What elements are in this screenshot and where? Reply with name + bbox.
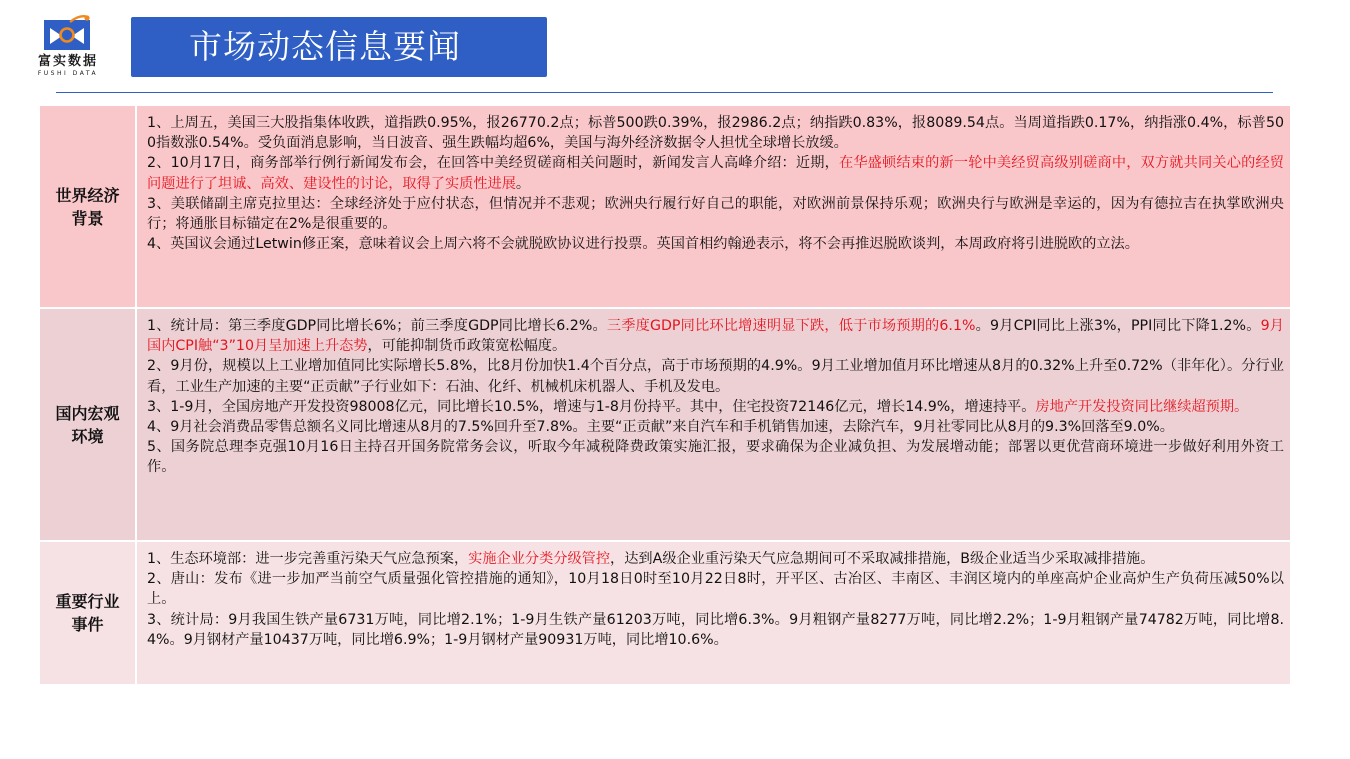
news-item [147,234,1284,254]
news-text: 2、唐山：发布《进一步加严当前空气质量强化管控措施的通知》，10月18日0时至10月22日8时，开平区、古冶区、丰南区、丰润区境内的单座高炉企业高炉生产负荷压减50%以上。 [147,571,1284,608]
news-text: ，可能抑制货币政策宽松幅度。 [367,338,567,355]
news-text: 3、1-9月，全国房地产开发投资98008亿元，同比增长10.5%，增速与1-8月份持平。其中，住宅投资72146亿元，增长14.9%，增速持平。 [147,398,1036,415]
news-table [40,106,1290,684]
news-item [147,356,1284,396]
news-item [147,437,1284,477]
news-item [147,569,1284,609]
news-item [147,316,1284,356]
title-banner [131,17,547,77]
page-title: 市场动态信息要闻 [189,27,461,66]
section-row-industry [40,542,1290,684]
news-text: 2、10月17日，商务部举行例行新闻发布会，在回答中美经贸磋商相关问题时，新闻发言人高峰介绍：近期， [147,155,839,172]
highlight-text: 9月国内CPI触“3”10月呈加速上升态势 [147,318,1284,355]
highlight-text: 三季度GDP同比环比增速明显下跌，低于市场预期的6.1% [606,318,976,334]
news-item [147,417,1284,437]
section-content [137,542,1290,684]
news-item [147,194,1284,234]
news-item [147,113,1284,153]
news-text: 。 [515,175,531,192]
section-label: 世界经济背景 [55,185,120,228]
news-item [147,610,1284,650]
news-text: ，达到A级企业重污染天气应急期间可不采取减排措施，B级企业适当少采取减排措施。 [610,551,1155,567]
news-text: 3、美联储副主席克拉里达：全球经济处于应付状态，但情况并不悲观；欧洲央行履行好自己的职能，对欧洲前景保持乐观；欧洲央行与欧洲是幸运的，因为有德拉吉在执掌欧洲央行；将通胀目标锚定在2%是很重要的。 [147,195,1284,233]
logo-name: 富实数据 [37,54,98,69]
section-label: 重要行业事件 [55,592,120,634]
fushi-logo-icon [42,14,92,52]
news-text: 。9月CPI同比上涨3%，PPI同比下降1.2%。 [975,318,1261,334]
news-text: 2、9月份，规模以上工业增加值同比实际增长5.8%，比8月份加快1.4个百分点，高于市场预期的4.9%。9月工业增加值月环比增速从8月的0.32%上升至0.72%（非年化）。分行业看，工业生产加速的主要“正贡献”子行业如下：石油、化纤、机械机床机器人、手机及发电。 [147,358,1284,395]
section-content [137,106,1290,307]
section-content [137,309,1290,540]
news-text: 5、国务院总理李克强10月16日主持召开国务院常务会议，听取今年减税降费政策实施汇报，要求确保为企业减负担、为发展增动能；部署以更优营商环境进一步做好利用外资工作。 [147,439,1284,476]
news-text: 1、统计局：第三季度GDP同比增长6%；前三季度GDP同比增长6.2%。 [147,318,607,334]
news-item [147,153,1284,193]
company-logo [18,14,118,77]
news-item [147,397,1284,417]
news-text: 1、上周五，美国三大股指集体收跌，道指跌0.95%，报26770.2点；标普500跌0.39%，报2986.2点；纳指跌0.83%，报8089.54点。当周道指跌0.17%，纳指涨0.4%，标普500指数涨0.54%。受负面消息影响，当日波音、强生跌幅均超6%，美国与海外经济数据令人担忧全球增长放缓。 [147,115,1284,152]
section-row-world [40,106,1290,309]
news-text: 4、英国议会通过Letwin修正案，意味着议会上周六将不会就脱欧协议进行投票。英国首相约翰逊表示，将不会再推迟脱欧谈判，本周政府将引进脱欧的立法。 [147,236,1139,253]
news-text: 1、生态环境部：进一步完善重污染天气应急预案， [147,551,469,567]
section-row-domestic [40,309,1290,542]
highlight-text: 在华盛顿结束的新一轮中美经贸高级别磋商中，双方就共同关心的经贸问题进行了坦诚、高效、建设性的讨论，取得了实质性进展 [147,155,1284,192]
highlight-text: 实施企业分类分级管控 [468,551,611,567]
news-item [147,549,1284,569]
logo-subtitle: FUSHI DATA [37,70,99,77]
header-divider [56,92,1273,93]
news-text: 3、统计局：9月我国生铁产量6731万吨，同比增2.1%；1-9月生铁产量61203万吨，同比增6.3%。9月粗钢产量8277万吨，同比增2.2%；1-9月粗钢产量74782万吨，同比增8.4%。9月钢材产量10437万吨，同比增6.9%；1-9月钢材产量90931万吨，同比增10.6%。 [147,611,1284,648]
news-text: 4、9月社会消费品零售总额名义同比增速从8月的7.5%回升至7.8%。主要“正贡献”来自汽车和手机销售加速，去除汽车，9月社零同比从8月的9.3%回落至9.0%。 [147,419,1174,436]
section-label: 国内宏观环境 [55,403,120,446]
highlight-text: 房地产开发投资同比继续超预期。 [1035,398,1249,415]
